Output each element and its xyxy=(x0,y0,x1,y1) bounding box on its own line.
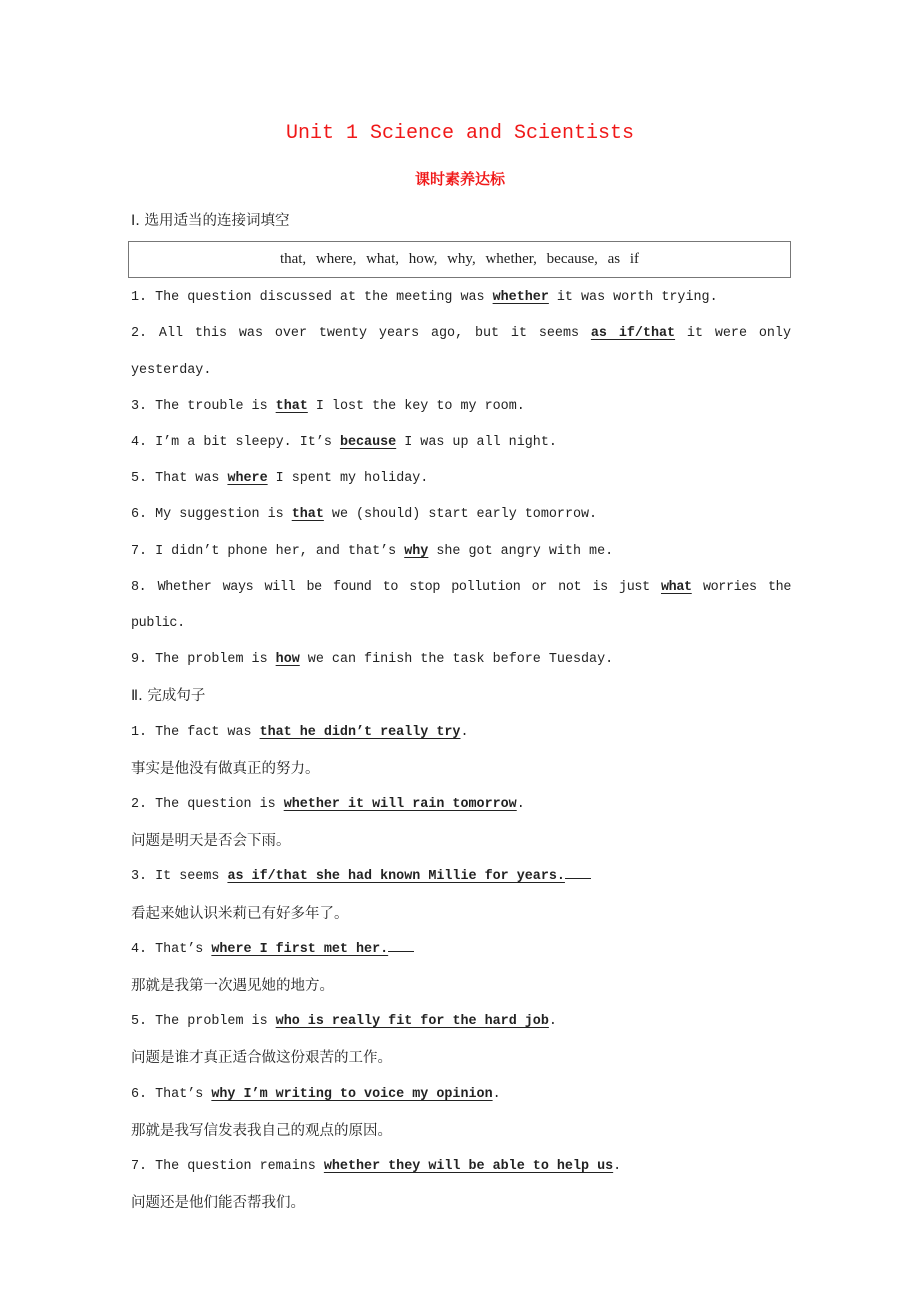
answer: where xyxy=(227,471,268,487)
exercise-item xyxy=(131,280,791,316)
answer-blank xyxy=(388,939,414,952)
answer: whether it will rain tomorrow xyxy=(283,797,517,813)
answer: that he didn’t really try xyxy=(259,724,461,740)
translation: 那就是我第一次遇见她的地方。 xyxy=(131,978,334,995)
item-text: 4. That’s xyxy=(131,941,212,957)
item-text: 3. The trouble is xyxy=(131,398,276,414)
item-text: 5. That was xyxy=(131,471,228,487)
item-text: she got angry with me. xyxy=(428,543,614,559)
exercise-item xyxy=(131,859,791,895)
answer: how xyxy=(275,652,300,668)
answer: because xyxy=(339,435,397,451)
item-text: I was up all night. xyxy=(396,435,557,451)
item-text: I spent my holiday. xyxy=(267,471,429,487)
answer: who is really fit for the hard job xyxy=(275,1014,549,1030)
section1-heading: Ⅰ. 选用适当的连接词填空 xyxy=(131,213,290,229)
item-text: 5. The problem is xyxy=(131,1014,276,1030)
exercise-item xyxy=(131,715,791,751)
exercise-item xyxy=(131,1004,791,1040)
item-text: 2. The question is xyxy=(131,797,284,813)
item-text: it were only yesterday. xyxy=(131,326,792,378)
answer: why xyxy=(404,543,429,559)
answer: where I first met her. xyxy=(211,941,389,957)
item-text: it was worth trying. xyxy=(548,290,718,306)
answer: whether xyxy=(492,290,549,306)
section2-items xyxy=(131,715,791,1222)
answer: why I’m writing to voice my opinion xyxy=(211,1086,493,1102)
answer: that xyxy=(291,507,324,523)
item-text: 6. That’s xyxy=(131,1086,212,1102)
exercise-item xyxy=(131,461,791,497)
translation: 问题还是他们能否帮我们。 xyxy=(131,1195,305,1212)
item-text: 4. I’m a bit sleepy. It’s xyxy=(131,435,340,451)
item-text: 7. The question remains xyxy=(131,1159,324,1175)
translation: 看起来她认识米莉已有好多年了。 xyxy=(131,905,349,922)
document-subtitle: 课时素养达标 xyxy=(414,170,505,188)
exercise-item xyxy=(131,1149,791,1185)
answer: whether they will be able to help us xyxy=(323,1159,614,1175)
translation: 问题是谁才真正适合做这份艰苦的工作。 xyxy=(131,1050,392,1067)
answer: that xyxy=(275,398,308,414)
section1-items xyxy=(131,280,791,678)
item-text: 1. The question discussed at the meeting was xyxy=(131,290,493,306)
exercise-item xyxy=(131,425,791,461)
item-text: 8. Whether ways will be found to stop pollution or not is just xyxy=(131,579,661,595)
item-text: . xyxy=(613,1159,622,1175)
item-text: 1. The fact was xyxy=(131,724,260,740)
translation: 事实是他没有做真正的努力。 xyxy=(131,760,320,777)
exercise-item xyxy=(131,642,791,678)
item-text: we can finish the task before Tuesday. xyxy=(299,652,614,668)
exercise-item xyxy=(131,497,791,533)
item-text: 3. It seems xyxy=(131,869,228,885)
exercise-item xyxy=(131,932,791,968)
item-text: 7. I didn’t phone her, and that’s xyxy=(131,543,405,559)
answer-blank xyxy=(565,866,591,879)
answer: as if/that she had known Millie for years. xyxy=(227,869,565,885)
exercise-item xyxy=(131,570,791,642)
exercise-item xyxy=(131,1077,791,1113)
translation: 那就是我写信发表我自己的观点的原因。 xyxy=(131,1122,392,1139)
item-text: . xyxy=(548,1014,557,1030)
exercise-item xyxy=(131,534,791,570)
item-text: worries the public. xyxy=(131,579,792,632)
item-text: 6. My suggestion is xyxy=(131,507,292,523)
item-text: . xyxy=(460,724,469,740)
item-text: I lost the key to my room. xyxy=(307,398,525,414)
item-text: . xyxy=(492,1086,501,1102)
item-text: . xyxy=(516,797,525,813)
word-bank-box: that, where, what, how, why, whether, because, as if xyxy=(128,241,791,278)
item-text: we (should) start early tomorrow. xyxy=(323,507,598,523)
item-text: 2. All this was over twenty years ago, but it seems xyxy=(131,326,591,342)
answer: what xyxy=(660,579,692,595)
translation: 问题是明天是否会下雨。 xyxy=(131,833,291,850)
exercise-item xyxy=(131,316,791,388)
exercise-item xyxy=(131,389,791,425)
exercise-item xyxy=(131,787,791,823)
section2-heading: Ⅱ. 完成句子 xyxy=(131,688,206,705)
answer: as if/that xyxy=(590,326,676,342)
document-title: Unit 1 Science and Scientists xyxy=(285,122,635,145)
item-text: 9. The problem is xyxy=(131,652,276,668)
document-body xyxy=(131,203,791,1221)
